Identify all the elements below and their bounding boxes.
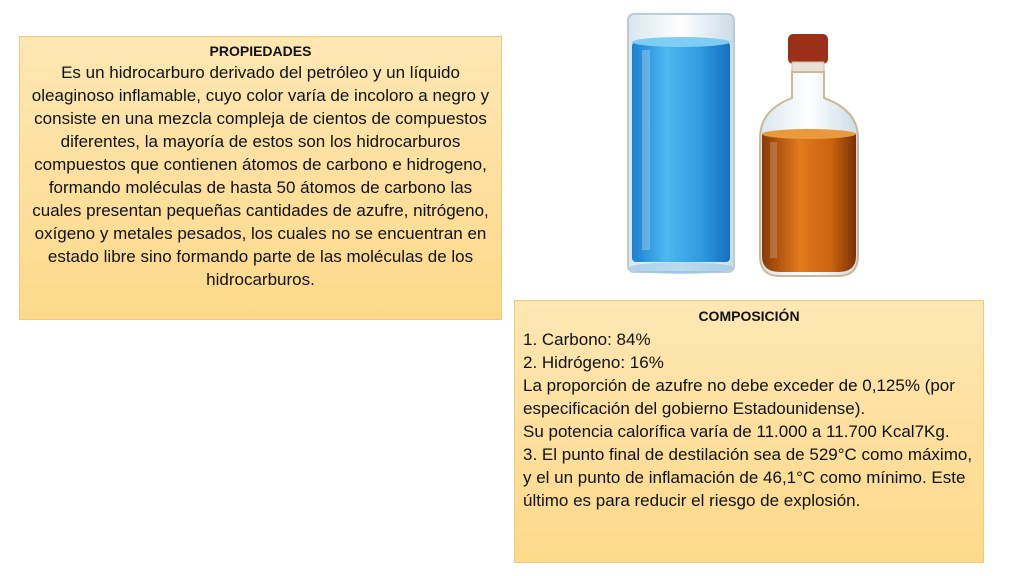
composicion-line: Su potencia calorífica varía de 11.000 a 11.700 Kcal7Kg.	[523, 422, 950, 441]
liquids-photo	[620, 6, 880, 286]
bottle-icon	[760, 34, 858, 276]
composicion-line: La proporción de azufre no debe exceder de 0,125% (por especificación del gobierno Estadounidense).	[523, 376, 955, 418]
composicion-list	[515, 328, 983, 512]
composicion-card	[514, 300, 984, 563]
propiedades-text: Es un hidrocarburo derivado del petróleo y un líquido oleaginoso inflamable, cuyo color varía de incoloro a negro y consiste en una mezcla compleja de cientos de compuestos diferentes, la mayoría de estos son los hidrocarburos compuestos que contienen átomos de carbono e hidrogeno, formando moléculas de hasta 50 átomos de carbono las cuales presentan pequeñas cantidades de azufre, nitrógeno, oxígeno y metales pesados, los cuales no se encuentran en estado libre sino formando parte de las moléculas de los hidrocarburos.	[31, 63, 490, 289]
composicion-title: COMPOSICIÓN	[698, 308, 800, 324]
glass-icon	[628, 14, 734, 274]
composicion-line: 3. El punto final de destilación sea de 529°C como máximo, y el un punto de inflamación de 46,1°C como mínimo. Este último es para reducir el riesgo de explosión.	[523, 445, 973, 510]
composicion-line: 1. Carbono: 84%	[523, 330, 651, 349]
composicion-line: 2. Hidrógeno: 16%	[523, 353, 664, 372]
propiedades-card	[19, 36, 502, 320]
propiedades-title: PROPIEDADES	[209, 43, 312, 59]
